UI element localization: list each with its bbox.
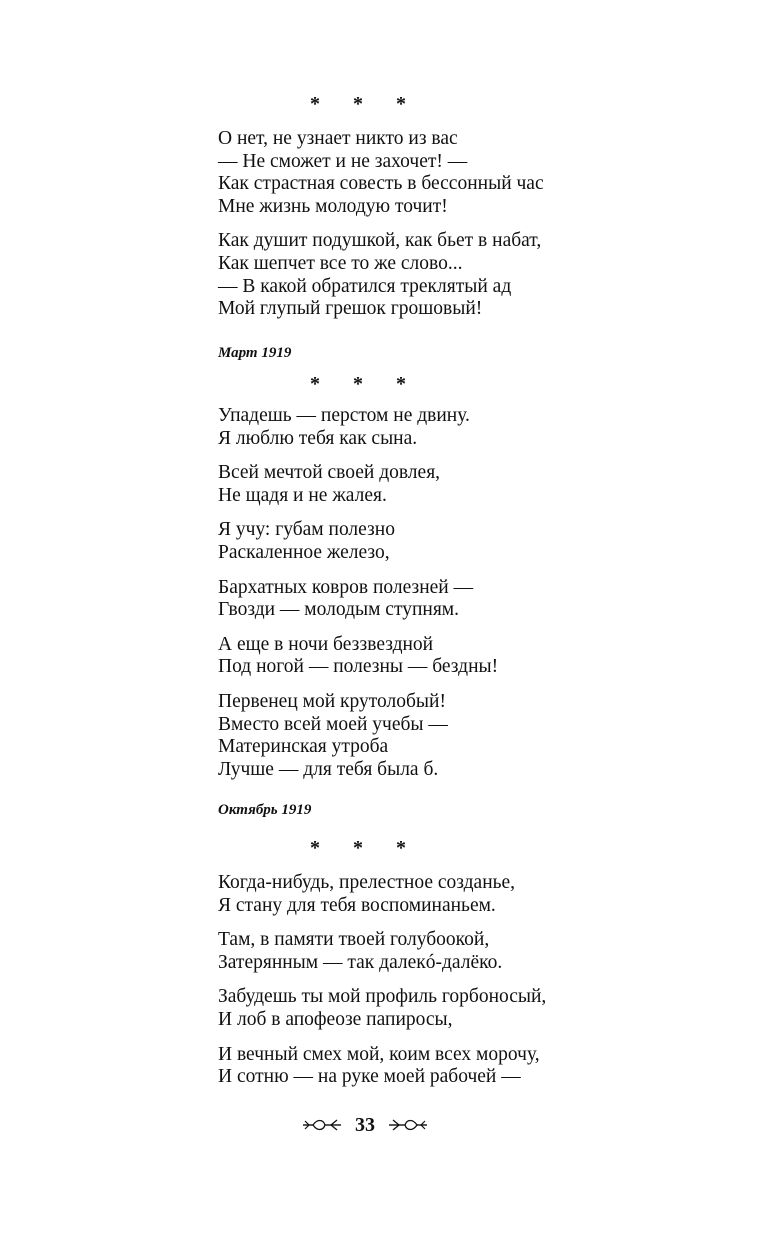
poem-line: А еще в ночи беззвездной xyxy=(218,633,434,655)
poem-line: Мой глупый грешок грошовый! xyxy=(218,298,483,320)
stanza xyxy=(218,462,698,507)
poem-line: Затерянным — так далекó-далёко. xyxy=(218,951,503,973)
stanza xyxy=(218,691,698,781)
poem-o-net xyxy=(218,128,698,321)
poem-line: Материнская утроба xyxy=(218,736,389,758)
poem-line: Раскаленное железо, xyxy=(218,541,390,563)
page-footer xyxy=(0,1114,730,1136)
poem-line: Мне жизнь молодую точит! xyxy=(218,195,448,217)
poem-line: Гвозди — молодым ступням. xyxy=(218,599,460,621)
stanza xyxy=(218,519,698,564)
poem-line: Я люблю тебя как сына. xyxy=(218,427,418,449)
stanza xyxy=(218,128,698,218)
poem-line: Как страстная совесть в бессонный час xyxy=(218,173,544,195)
poem-line: Как душит подушкой, как бьет в набат, xyxy=(218,230,542,252)
poem-line: Я учу: губам полезно xyxy=(218,519,395,541)
stanza xyxy=(218,1044,698,1089)
stanza xyxy=(218,230,698,320)
ornament-left-icon xyxy=(301,1117,343,1133)
section-separator-stars: * * * xyxy=(310,93,420,115)
poem-upadesh xyxy=(218,405,698,781)
poem-line: Упадешь — перстом не двину. xyxy=(218,405,470,426)
stanza xyxy=(218,986,698,1031)
poem-line: Не щадя и не жалея. xyxy=(218,484,387,506)
poem-line: — Не сможет и не захочет! — xyxy=(218,150,468,172)
poem-line: Когда-нибудь, прелестное созданье, xyxy=(218,872,516,893)
poem-line: Первенец мой крутолобый! xyxy=(218,690,446,712)
stanza xyxy=(218,872,698,917)
poem-line: Я стану для тебя воспоминаньем. xyxy=(218,894,496,916)
poem-line: И вечный смех мой, коим всех морочу, xyxy=(218,1043,540,1065)
poem-line: Там, в памяти твоей голубоокой, xyxy=(218,929,490,951)
stanza xyxy=(218,405,698,450)
stanza xyxy=(218,929,698,974)
poem-line: Под ногой — полезны — бездны! xyxy=(218,656,499,678)
section-separator-stars: * * * xyxy=(310,837,420,859)
page-number: 33 xyxy=(355,1114,375,1136)
poem-line: Как шепчет все то же слово... xyxy=(218,252,463,274)
poem-line: И сотню — на руке моей рабочей — xyxy=(218,1066,521,1088)
stanza xyxy=(218,634,698,679)
poem-line: Забудешь ты мой профиль горбоносый, xyxy=(218,986,547,1008)
poem-kogda-nibud xyxy=(218,872,698,1089)
poem-date: Октябрь 1919 xyxy=(218,802,312,818)
poem-line: — В какой обратился треклятый ад xyxy=(218,275,512,297)
poem-date: Март 1919 xyxy=(218,345,292,361)
poem-line: Вместо всей моей учебы — xyxy=(218,713,448,735)
ornament-right-icon xyxy=(387,1117,429,1133)
section-separator-stars: * * * xyxy=(310,373,420,395)
poem-line: И лоб в апофеозе папиросы, xyxy=(218,1008,453,1030)
poem-line: Всей мечтой своей довлея, xyxy=(218,462,441,484)
poem-line: О нет, не узнает никто из вас xyxy=(218,128,458,149)
stanza xyxy=(218,577,698,622)
poem-line: Лучше — для тебя была б. xyxy=(218,758,439,780)
poem-line: Бархатных ковров полезней — xyxy=(218,576,474,598)
